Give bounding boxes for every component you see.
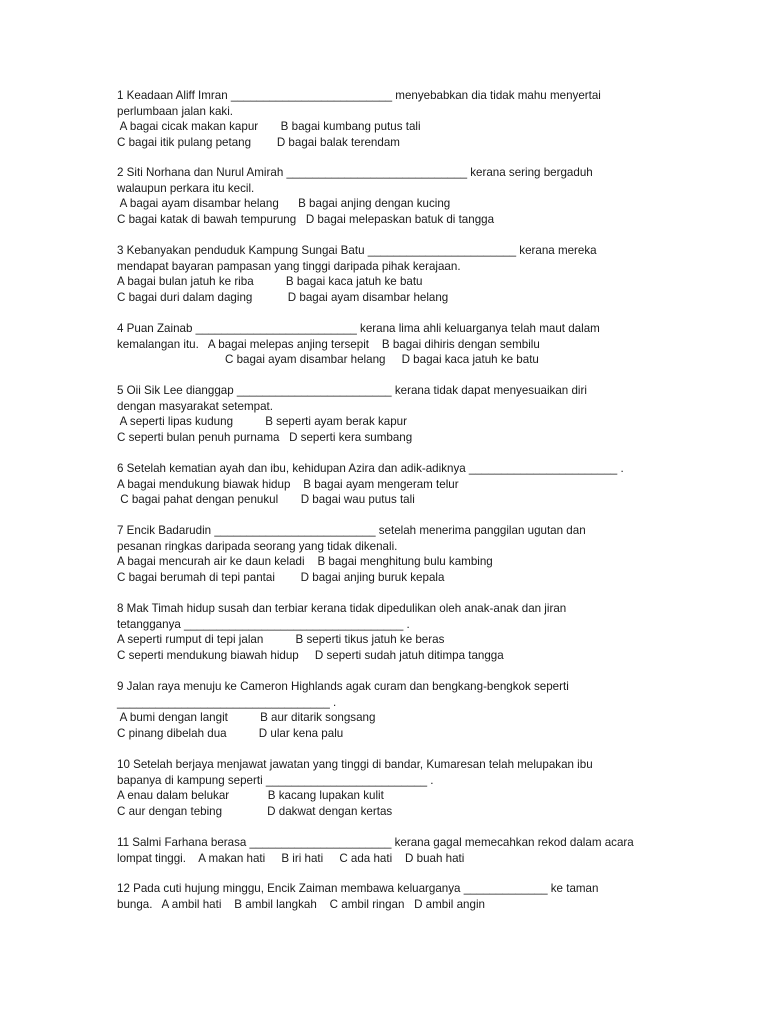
question-text: 11 Salmi Farhana berasa ______________________ kerana gagal memecahkan rekod dalam acara xyxy=(117,836,634,849)
question-text: 6 Setelah kematian ayah dan ibu, kehidupan Azira dan adik-adiknya _______________________ . xyxy=(117,462,624,475)
question-line: A bagai mendukung biawak hidup B bagai ayam mengeram telur xyxy=(117,477,459,491)
question-line: tetangganya __________________________________ . xyxy=(117,617,410,631)
question-line: A seperti lipas kudung B seperti ayam berak kapur xyxy=(117,415,407,429)
question-line: A seperti rumput di tepi jalan B seperti tikus jatuh ke beras xyxy=(117,633,445,647)
question-line: C pinang dibelah dua D ular kena palu xyxy=(117,726,344,740)
question-line: A bagai mencurah air ke daun keladi B bagai menghitung bulu kambing xyxy=(117,555,493,569)
question-line: A bagai ayam disambar helang B bagai anjing dengan kucing xyxy=(117,197,451,211)
question-line: A bumi dengan langit B aur ditarik songsang xyxy=(117,711,376,725)
question-line: C bagai berumah di tepi pantai D bagai anjing buruk kepala xyxy=(117,570,445,584)
question-line: bapanya di kampung seperti _________________________ . xyxy=(117,773,434,787)
question-text: 3 Kebanyakan penduduk Kampung Sungai Batu _______________________ kerana mereka xyxy=(117,244,597,257)
question-line: C bagai ayam disambar helang D bagai kaca jatuh ke batu xyxy=(225,353,539,367)
question-line: perlumbaan jalan kaki. xyxy=(117,104,234,118)
question-text: 1 Keadaan Aliff Imran _________________________ menyebabkan dia tidak mahu menyertai xyxy=(117,89,601,102)
question-line: C bagai pahat dengan penukul D bagai wau putus tali xyxy=(117,493,415,507)
question-line: lompat tinggi. A makan hati B iri hati C ada hati D buah hati xyxy=(117,851,465,865)
question-line: C bagai duri dalam daging D bagai ayam disambar helang xyxy=(117,290,449,304)
question-text: 2 Siti Norhana dan Nurul Amirah ____________________________ kerana sering bergaduh xyxy=(117,166,593,179)
question-line: pesanan ringkas daripada seorang yang tidak dikenali. xyxy=(117,539,398,553)
question-line: C seperti mendukung biawah hidup D seperti sudah jatuh ditimpa tangga xyxy=(117,648,504,662)
question-line: mendapat bayaran pampasan yang tinggi daripada pihak kerajaan. xyxy=(117,259,461,273)
question-text: 5 Oii Sik Lee dianggap ________________________ kerana tidak dapat menyesuaikan diri xyxy=(117,384,587,397)
question-line: A bagai cicak makan kapur B bagai kumbang putus tali xyxy=(117,120,421,134)
question-line: C seperti bulan penuh purnama D seperti kera sumbang xyxy=(117,430,413,444)
question-text: 12 Pada cuti hujung minggu, Encik Zaiman membawa keluarganya _____________ ke taman xyxy=(117,882,599,895)
question-line: bunga. A ambil hati B ambil langkah C ambil ringan D ambil angin xyxy=(117,897,485,911)
question-line: kemalangan itu. A bagai melepas anjing tersepit B bagai dihiris dengan sembilu xyxy=(117,337,540,351)
question-text: 8 Mak Timah hidup susah dan terbiar kerana tidak dipedulikan oleh anak-anak dan jiran xyxy=(117,602,567,615)
question-text: 10 Setelah berjaya menjawat jawatan yang tinggi di bandar, Kumaresan telah melupakan ibu xyxy=(117,758,593,771)
question-text: 9 Jalan raya menuju ke Cameron Highlands agak curam dan bengkang-bengkok seperti xyxy=(117,680,569,693)
question-line: C bagai itik pulang petang D bagai balak terendam xyxy=(117,135,400,149)
question-line: dengan masyarakat setempat. xyxy=(117,399,273,413)
question-line: walaupun perkara itu kecil. xyxy=(117,181,255,195)
question-line: A enau dalam belukar B kacang lupakan kulit xyxy=(117,789,384,803)
question-line: C aur dengan tebing D dakwat dengan kertas xyxy=(117,804,393,818)
question-line: C bagai katak di bawah tempurung D bagai melepaskan batuk di tangga xyxy=(117,212,495,226)
question-text: 7 Encik Badarudin _________________________ setelah menerima panggilan ugutan dan xyxy=(117,524,586,537)
question-line: A bagai bulan jatuh ke riba B bagai kaca jatuh ke batu xyxy=(117,275,423,289)
question-text: 4 Puan Zainab _________________________ kerana lima ahli keluarganya telah maut dalam xyxy=(117,322,600,335)
question-line: _________________________________ . xyxy=(117,695,337,709)
